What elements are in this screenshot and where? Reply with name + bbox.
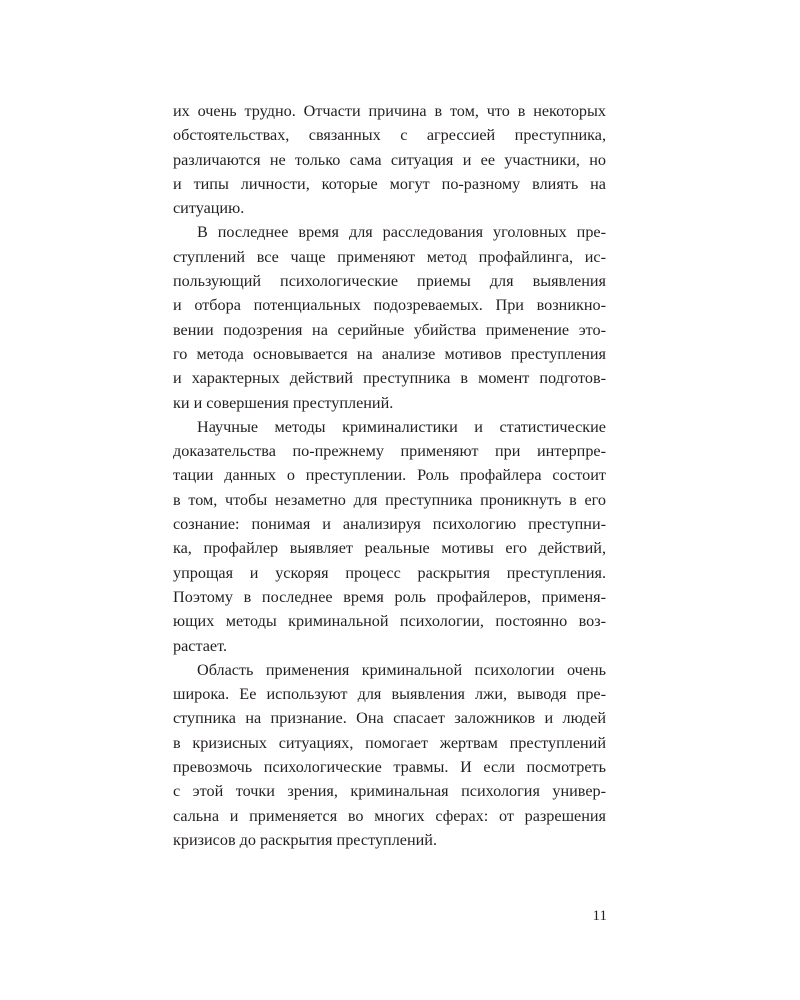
text-line: с этой точки зрения, криминальная психология универ- xyxy=(173,782,606,801)
text-line: ступника на признание. Она спасает заложников и людей xyxy=(173,709,606,728)
text-line: ситуацию. xyxy=(173,199,245,218)
text-line: их очень трудно. Отчасти причина в том, что в некоторых xyxy=(173,102,606,120)
text-line: сальна и применяется во многих сферах: от разрешения xyxy=(173,806,606,825)
text-line: го метода основывается на анализе мотивов преступления xyxy=(173,344,606,363)
text-line: Научные методы криминалистики и статистические xyxy=(197,417,606,436)
text-line: и характерных действий преступника в момент подготов- xyxy=(173,369,606,388)
text-line: широка. Ее используют для выявления лжи, выводя пре- xyxy=(173,685,606,704)
text-line: в кризисных ситуациях, помогает жертвам преступлений xyxy=(173,733,606,752)
text-line: и отбора потенциальных подозреваемых. При возникно- xyxy=(173,296,606,315)
text-line: различаются не только сама ситуация и ее участники, но xyxy=(173,150,606,169)
text-line: вении подозрения на серийные убийства применение это- xyxy=(173,320,606,339)
text-line: и типы личности, которые могут по-разному влиять на xyxy=(173,174,606,193)
text-line: ка, профайлер выявляет реальные мотивы его действий, xyxy=(173,539,606,558)
text-line: растает. xyxy=(173,636,228,655)
text-line: тации данных о преступлении. Роль профайлера состоит xyxy=(173,466,606,485)
text-line: ющих методы криминальной психологии, постоянно воз- xyxy=(173,612,606,631)
text-line: сознание: понимая и анализируя психологию преступни- xyxy=(173,515,606,534)
text-line: доказательства по-прежнему применяют при интерпре- xyxy=(173,442,606,461)
text-line: Поэтому в последнее время роль профайлеров, применя- xyxy=(173,587,606,606)
text-line: в том, чтобы незаметно для преступника проникнуть в его xyxy=(173,490,606,509)
text-line: ступлений все чаще применяют метод профайлинга, ис- xyxy=(173,247,606,266)
text-line: Область применения криминальной психологии очень xyxy=(197,660,606,679)
page-number: 11 xyxy=(592,908,607,924)
text-line: В последнее время для расследования уголовных пре- xyxy=(197,223,606,242)
text-line: ки и совершения преступлений. xyxy=(173,393,394,412)
text-line: упрощая и ускоряя процесс раскрытия преступления. xyxy=(173,563,606,582)
text-line: превозмочь психологические травмы. И если посмотреть xyxy=(173,758,606,777)
body-text xyxy=(173,99,606,852)
text-line: обстоятельствах, связанных с агрессией преступника, xyxy=(173,126,606,145)
text-line: пользующий психологические приемы для выявления xyxy=(173,272,606,291)
text-line: кризисов до раскрытия преступлений. xyxy=(173,830,437,849)
